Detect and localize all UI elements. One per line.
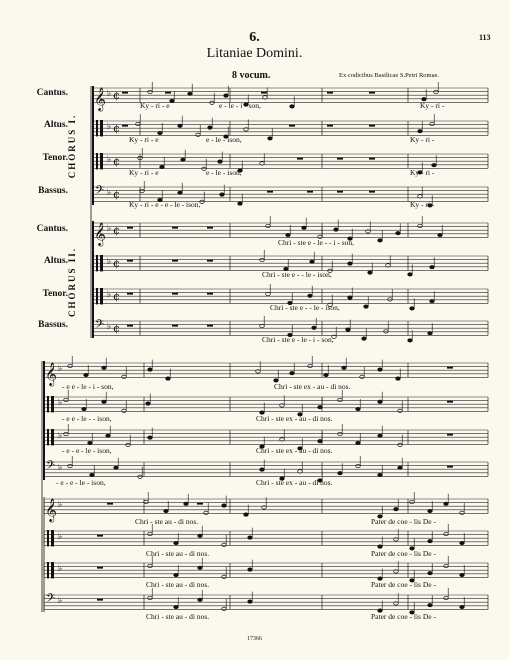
note-head: [444, 564, 449, 567]
note-head: [126, 443, 131, 446]
note-head: [144, 500, 149, 503]
time-signature: ¢: [113, 257, 120, 270]
note-head: [260, 468, 265, 471]
rest-icon: [447, 401, 453, 403]
note-head: [222, 575, 227, 578]
rest-icon: [107, 503, 113, 505]
flat-icon: ♭: [58, 431, 63, 441]
note-head: [378, 434, 383, 437]
rest-icon: [369, 125, 375, 127]
note-head: [114, 466, 119, 469]
lyric: Ky - ri - e - e - le - ison,: [129, 200, 201, 209]
note-head: [348, 296, 353, 299]
lyric: e - le - i - son,: [219, 101, 261, 110]
rest-icon: [165, 92, 171, 94]
note-head: [188, 92, 193, 95]
note-head: [378, 239, 383, 242]
lyric: Ky - ri -: [410, 168, 435, 177]
rest-icon: [97, 567, 103, 569]
rest-icon: [327, 92, 333, 94]
note-head: [362, 337, 367, 340]
note-head: [460, 573, 465, 576]
note-head: [84, 373, 89, 376]
note-head: [410, 500, 415, 503]
voice-label-bassus-1: Bassus.: [38, 186, 68, 196]
flat-icon: ♭: [58, 564, 63, 574]
note-head: [428, 540, 433, 543]
note-head: [68, 364, 73, 367]
lyric: Chri - ste e - - le - ison,: [270, 303, 340, 312]
note-head: [444, 532, 449, 535]
note-head: [122, 409, 127, 412]
flat-icon: ♭: [107, 322, 112, 332]
lyric: Chri - ste ex - au - di nos.: [256, 446, 333, 455]
rest-icon: [337, 158, 343, 160]
rest-icon: [122, 92, 128, 94]
note-head: [394, 508, 399, 511]
c-clef-icon: [51, 429, 54, 445]
lyric: Chri - ste ex - au - di nos.: [256, 414, 333, 423]
voice-label-cantus-1: Cantus.: [36, 88, 68, 98]
note-head: [378, 473, 383, 476]
note-head: [418, 224, 423, 227]
note-head: [356, 407, 361, 410]
note-head: [198, 598, 203, 601]
g-clef-icon: 𝄞: [94, 86, 106, 111]
time-signature: ¢: [113, 188, 120, 201]
note-head: [338, 472, 343, 475]
lyric: - e e - le - - ison,: [62, 414, 112, 423]
note-head: [430, 122, 435, 125]
note-head: [430, 266, 435, 269]
rest-icon: [122, 125, 128, 127]
time-signature: ¢: [113, 89, 120, 102]
rest-icon: [307, 191, 313, 193]
note-head: [178, 124, 183, 127]
note-head: [181, 158, 186, 161]
note-head: [138, 475, 143, 478]
note-head: [290, 372, 295, 375]
rest-icon: [172, 325, 178, 327]
c-clef-icon: [96, 153, 98, 169]
note-head: [396, 232, 401, 235]
lyric: Chri - ste e - - le - ison,: [262, 270, 332, 279]
voices-note: 8 vocum.: [232, 70, 271, 81]
note-head: [88, 441, 93, 444]
note-head: [148, 596, 153, 599]
lyric: Chri - ste ex - au - di nos.: [256, 478, 333, 487]
lyric: Ky - ri -: [420, 101, 445, 110]
lyric: Chri - ste e - le - - i - son,: [278, 238, 355, 247]
time-signature: ¢: [113, 122, 120, 135]
lyric: Chri - ste e - le - i - son,: [262, 335, 334, 344]
note-head: [260, 258, 265, 261]
note-head: [434, 90, 439, 93]
note-head: [360, 375, 365, 378]
note-head: [146, 402, 151, 405]
lyric: Chri - ste au - di nos.: [146, 549, 210, 558]
lyric: Ky - ri - e: [140, 101, 170, 110]
note-head: [248, 536, 253, 539]
rest-icon: [369, 191, 375, 193]
time-signature: ¢: [113, 224, 120, 237]
c-clef-icon: [47, 396, 49, 412]
rest-icon: [447, 367, 453, 369]
c-clef-icon: [47, 530, 49, 546]
note-head: [334, 228, 339, 231]
note-head: [222, 504, 227, 507]
note-head: [136, 122, 141, 125]
note-head: [148, 532, 153, 535]
lyric: Chri - ste au - di nos.: [146, 580, 210, 589]
flat-icon: ♭: [58, 532, 63, 542]
note-head: [444, 596, 449, 599]
note-head: [460, 511, 465, 514]
piece-number: 6.: [249, 30, 260, 45]
f-clef-icon: 𝄢: [46, 459, 56, 475]
note-head: [318, 440, 323, 443]
note-head: [148, 564, 153, 567]
rest-icon: [327, 125, 333, 127]
rest-icon: [267, 191, 273, 193]
note-head: [140, 189, 145, 192]
voice-label-bassus-2: Bassus.: [38, 320, 68, 330]
rest-icon: [369, 158, 375, 160]
rest-icon: [172, 293, 178, 295]
flat-icon: ♭: [107, 188, 112, 198]
rest-icon: [207, 227, 213, 229]
lyric: e - le - ison,: [206, 168, 242, 177]
g-clef-icon: 𝄞: [94, 221, 106, 246]
c-clef-icon: [51, 396, 54, 412]
note-head: [248, 600, 253, 603]
rest-icon: [207, 260, 213, 262]
note-head: [106, 434, 111, 437]
note-head: [418, 130, 423, 133]
note-head: [302, 226, 307, 229]
flat-icon: ♭: [107, 224, 112, 234]
note-head: [268, 137, 273, 140]
note-head: [410, 307, 415, 310]
rest-icon: [207, 293, 213, 295]
note-head: [164, 509, 169, 512]
rest-icon: [127, 293, 133, 295]
g-clef-icon: 𝄞: [45, 361, 57, 386]
lyric: Chri - ste au - di nos.: [146, 612, 210, 621]
rest-icon: [337, 191, 343, 193]
note-head: [210, 101, 215, 104]
note-head: [64, 398, 69, 401]
rest-icon: [97, 535, 103, 537]
lyric: Ky - ri - e: [129, 168, 159, 177]
c-clef-icon: [100, 255, 103, 271]
note-head: [102, 366, 107, 369]
lyric: Ky - ri - e: [129, 135, 159, 144]
note-head: [222, 607, 227, 610]
note-head: [460, 605, 465, 608]
lyric: Ky - ri -: [410, 135, 435, 144]
rest-icon: [369, 92, 375, 94]
chorus-1-label: CHORUS I.: [67, 113, 77, 179]
flat-icon: ♭: [107, 290, 112, 300]
time-signature: ¢: [113, 322, 120, 335]
note-head: [198, 566, 203, 569]
note-head: [266, 224, 271, 227]
note-head: [324, 373, 329, 376]
note-head: [356, 464, 361, 467]
lyric: Pater de coe - lis De -: [371, 517, 436, 526]
rest-icon: [127, 260, 133, 262]
note-head: [432, 164, 437, 167]
g-clef-icon: 𝄞: [45, 497, 57, 522]
voice-label-altus-2: Altus.: [43, 256, 68, 266]
note-head: [338, 398, 343, 401]
chorus-2-label: CHORUS II.: [67, 246, 77, 317]
note-head: [64, 432, 69, 435]
rest-icon: [127, 325, 133, 327]
f-clef-icon: 𝄢: [46, 592, 56, 608]
note-head: [208, 126, 213, 129]
note-head: [338, 432, 343, 435]
time-signature: ¢: [113, 155, 120, 168]
note-head: [148, 368, 153, 371]
note-head: [184, 502, 189, 505]
c-clef-icon: [51, 562, 54, 578]
lyric: Chri - ste ex - au - di nos.: [274, 382, 351, 391]
plate-number: 17366: [247, 636, 262, 642]
note-head: [174, 605, 179, 608]
rest-icon: [297, 158, 303, 160]
flat-icon: ♭: [107, 257, 112, 267]
note-head: [408, 273, 413, 276]
note-head: [346, 328, 351, 331]
note-head: [222, 543, 227, 546]
note-head: [244, 513, 249, 516]
note-head: [438, 233, 443, 236]
note-head: [286, 233, 291, 236]
note-head: [398, 409, 403, 412]
flat-icon: ♭: [107, 89, 112, 99]
note-head: [318, 406, 323, 409]
c-clef-icon: [100, 120, 103, 136]
note-head: [248, 568, 253, 571]
note-head: [444, 502, 449, 505]
note-head: [428, 572, 433, 575]
c-clef-icon: [96, 120, 98, 136]
note-head: [174, 541, 179, 544]
note-head: [196, 133, 201, 136]
flat-icon: ♭: [58, 463, 63, 473]
flat-icon: ♭: [58, 596, 63, 606]
note-head: [198, 534, 203, 537]
rest-icon: [127, 227, 133, 229]
note-head: [148, 90, 153, 93]
f-clef-icon: 𝄢: [95, 318, 105, 334]
note-head: [82, 407, 87, 410]
lyric: Ky - ri -: [410, 200, 435, 209]
note-head: [388, 298, 393, 301]
lyric: Chri - ste au - di nos.: [135, 517, 199, 526]
note-head: [378, 400, 383, 403]
note-head: [428, 332, 433, 335]
note-head: [378, 368, 383, 371]
lyric: - e - e - le - ison,: [62, 446, 112, 455]
note-head: [398, 443, 403, 446]
note-head: [68, 464, 73, 467]
time-signature: ¢: [113, 290, 120, 303]
lyric: - e - e - le - ison,: [56, 478, 106, 487]
note-head: [148, 436, 153, 439]
c-clef-icon: [47, 429, 49, 445]
note-head: [356, 441, 361, 444]
note-head: [384, 330, 389, 333]
note-head: [428, 604, 433, 607]
flat-icon: ♭: [58, 500, 63, 510]
note-head: [310, 260, 315, 263]
rest-icon: [447, 466, 453, 468]
note-head: [312, 326, 317, 329]
page-number: 113: [479, 33, 491, 42]
c-clef-icon: [47, 562, 49, 578]
voice-label-cantus-2: Cantus.: [36, 224, 68, 234]
note-head: [396, 377, 401, 380]
rest-icon: [172, 260, 178, 262]
source-note: Ex codicibus Basilicae S.Petri Romae.: [339, 72, 440, 79]
note-head: [102, 400, 107, 403]
note-head: [224, 94, 229, 97]
c-clef-icon: [96, 255, 98, 271]
flat-icon: ♭: [58, 398, 63, 408]
c-clef-icon: [100, 288, 103, 304]
flat-icon: ♭: [58, 364, 63, 374]
note-head: [160, 165, 165, 168]
note-head: [166, 377, 171, 380]
note-head: [398, 466, 403, 469]
flat-icon: ♭: [107, 155, 112, 165]
flat-icon: ♭: [107, 122, 112, 132]
note-head: [368, 271, 373, 274]
rest-icon: [261, 92, 267, 94]
note-head: [342, 366, 347, 369]
rest-icon: [172, 227, 178, 229]
piece-title: Litaniae Domini.: [206, 46, 303, 61]
note-head: [174, 573, 179, 576]
note-head: [308, 364, 313, 367]
voice-label-tenor-2: Tenor.: [42, 289, 68, 299]
voice-label-altus-1: Altus.: [43, 120, 68, 130]
voice-label-tenor-1: Tenor.: [42, 153, 68, 163]
note-head: [428, 509, 433, 512]
rest-icon: [447, 434, 453, 436]
note-head: [218, 160, 223, 163]
note-head: [204, 511, 209, 514]
c-clef-icon: [96, 288, 98, 304]
f-clef-icon: 𝄢: [95, 184, 105, 200]
note-head: [178, 191, 183, 194]
rest-icon: [289, 125, 295, 127]
rest-icon: [197, 503, 203, 505]
note-head: [170, 99, 175, 102]
note-head: [290, 105, 295, 108]
note-head: [408, 339, 413, 342]
lyric: e - le - ison,: [206, 135, 242, 144]
note-head: [430, 300, 435, 303]
rest-icon: [207, 325, 213, 327]
lyric: Pater de coe - lis De -: [371, 612, 436, 621]
note-head: [238, 202, 243, 205]
lyric: Pater de coe - lis De -: [371, 549, 436, 558]
lyric: Pater de coe - lis De -: [371, 580, 436, 589]
note-head: [460, 541, 465, 544]
c-clef-icon: [100, 153, 103, 169]
note-head: [364, 305, 369, 308]
lyric: - e e - le - i - son,: [62, 382, 114, 391]
note-head: [122, 375, 127, 378]
c-clef-icon: [51, 530, 54, 546]
note-head: [378, 545, 383, 548]
note-head: [308, 294, 313, 297]
note-head: [90, 473, 95, 476]
note-head: [348, 262, 353, 265]
note-head: [220, 193, 225, 196]
rest-icon: [97, 599, 103, 601]
